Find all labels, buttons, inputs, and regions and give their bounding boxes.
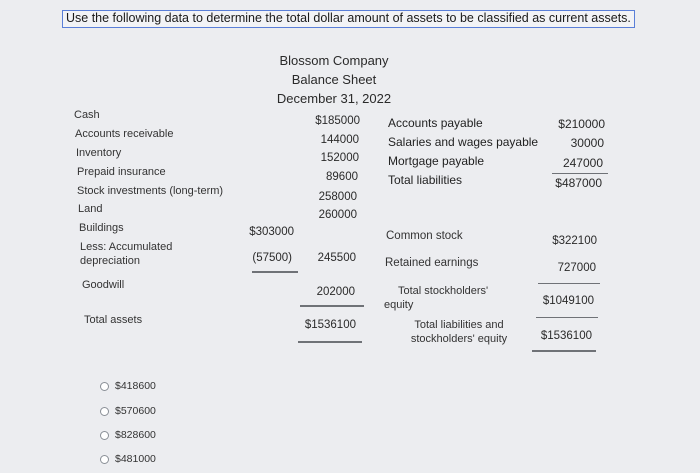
liability-label-salaries-payable: Salaries and wages payable: [388, 135, 539, 149]
liability-label-mortgage-payable: Mortgage payable: [388, 154, 485, 168]
buildings-amount: $303000: [249, 226, 294, 238]
answer-option-2[interactable]: [100, 405, 156, 417]
asset-label-prepaid-insurance: Prepaid insurance: [77, 166, 166, 178]
total-assets-underline: [298, 341, 362, 343]
equity-label-retained-earnings: Retained earnings: [385, 257, 479, 269]
inventory-amount: 152000: [320, 152, 359, 164]
radio-button-icon[interactable]: [100, 382, 109, 391]
total-assets-amount: $1536100: [304, 319, 356, 331]
radio-button-icon[interactable]: [100, 407, 109, 416]
asset-label-goodwill: Goodwill: [82, 279, 125, 291]
total-liabilities-amount: $487000: [555, 176, 602, 190]
stock-investments-amount: 258000: [318, 191, 357, 203]
total-liabilities-and-equity-amount: $1536100: [540, 330, 592, 342]
answer-option-1[interactable]: [100, 380, 156, 392]
radio-button-icon[interactable]: [100, 431, 109, 440]
land-amount: 260000: [318, 209, 357, 221]
mortgage-payable-amount: 247000: [562, 156, 603, 170]
equity-label-total-liabilities-and-equity: Total liabilities and stockholders' equity: [410, 319, 508, 345]
answer-option-3[interactable]: [100, 429, 156, 441]
liability-label-total-liabilities: Total liabilities: [388, 173, 463, 187]
total-equity-underline: [536, 317, 598, 318]
asset-label-cash: Cash: [74, 109, 100, 121]
buildings-net-amount: 245500: [317, 252, 356, 264]
common-stock-amount: $322100: [552, 235, 597, 247]
asset-label-total-assets: Total assets: [84, 314, 143, 326]
accumulated-depreciation-amount: (57500): [252, 252, 292, 264]
statement-title: Balance Sheet: [291, 72, 377, 87]
cash-amount: $185000: [315, 115, 360, 127]
equity-label-common-stock: Common stock: [386, 230, 463, 242]
total-stockholders-equity-amount: $1049100: [542, 295, 594, 307]
asset-label-buildings: Buildings: [79, 222, 124, 234]
accounts-receivable-amount: 144000: [320, 134, 359, 146]
asset-label-land: Land: [78, 203, 103, 215]
prepaid-insurance-amount: 89600: [326, 171, 358, 183]
total-liabilities-equity-underline: [532, 350, 596, 352]
goodwill-amount: 202000: [316, 286, 355, 298]
asset-label-stock-investments: Stock investments (long-term): [77, 185, 224, 197]
answer-option-label: $418600: [115, 380, 156, 392]
answer-option-label: $828600: [115, 429, 156, 441]
asset-label-accounts-receivable: Accounts receivable: [75, 128, 174, 140]
statement-date: December 31, 2022: [276, 91, 392, 106]
equity-label-total-stockholders-equity: Total stockholders' equity: [384, 285, 489, 311]
liability-label-accounts-payable: Accounts payable: [388, 116, 483, 130]
answer-option-label: $570600: [115, 405, 156, 417]
answer-option-label: $481000: [115, 453, 156, 465]
retained-earnings-underline: [538, 283, 600, 284]
goodwill-underline: [300, 305, 364, 307]
subtotal-underline: [252, 271, 298, 273]
asset-label-accumulated-depreciation: Less: Accumulated depreciation: [80, 241, 173, 267]
question-prompt: Use the following data to determine the total dollar amount of assets to be classified as current assets.: [62, 10, 635, 28]
liabilities-underline: [552, 173, 608, 174]
asset-label-inventory: Inventory: [76, 147, 122, 159]
retained-earnings-amount: 727000: [557, 262, 596, 274]
salaries-payable-amount: 30000: [570, 136, 604, 150]
answer-option-4[interactable]: [100, 453, 156, 465]
radio-button-icon[interactable]: [100, 455, 109, 464]
accounts-payable-amount: $210000: [558, 117, 605, 131]
company-name: Blossom Company: [279, 53, 389, 68]
